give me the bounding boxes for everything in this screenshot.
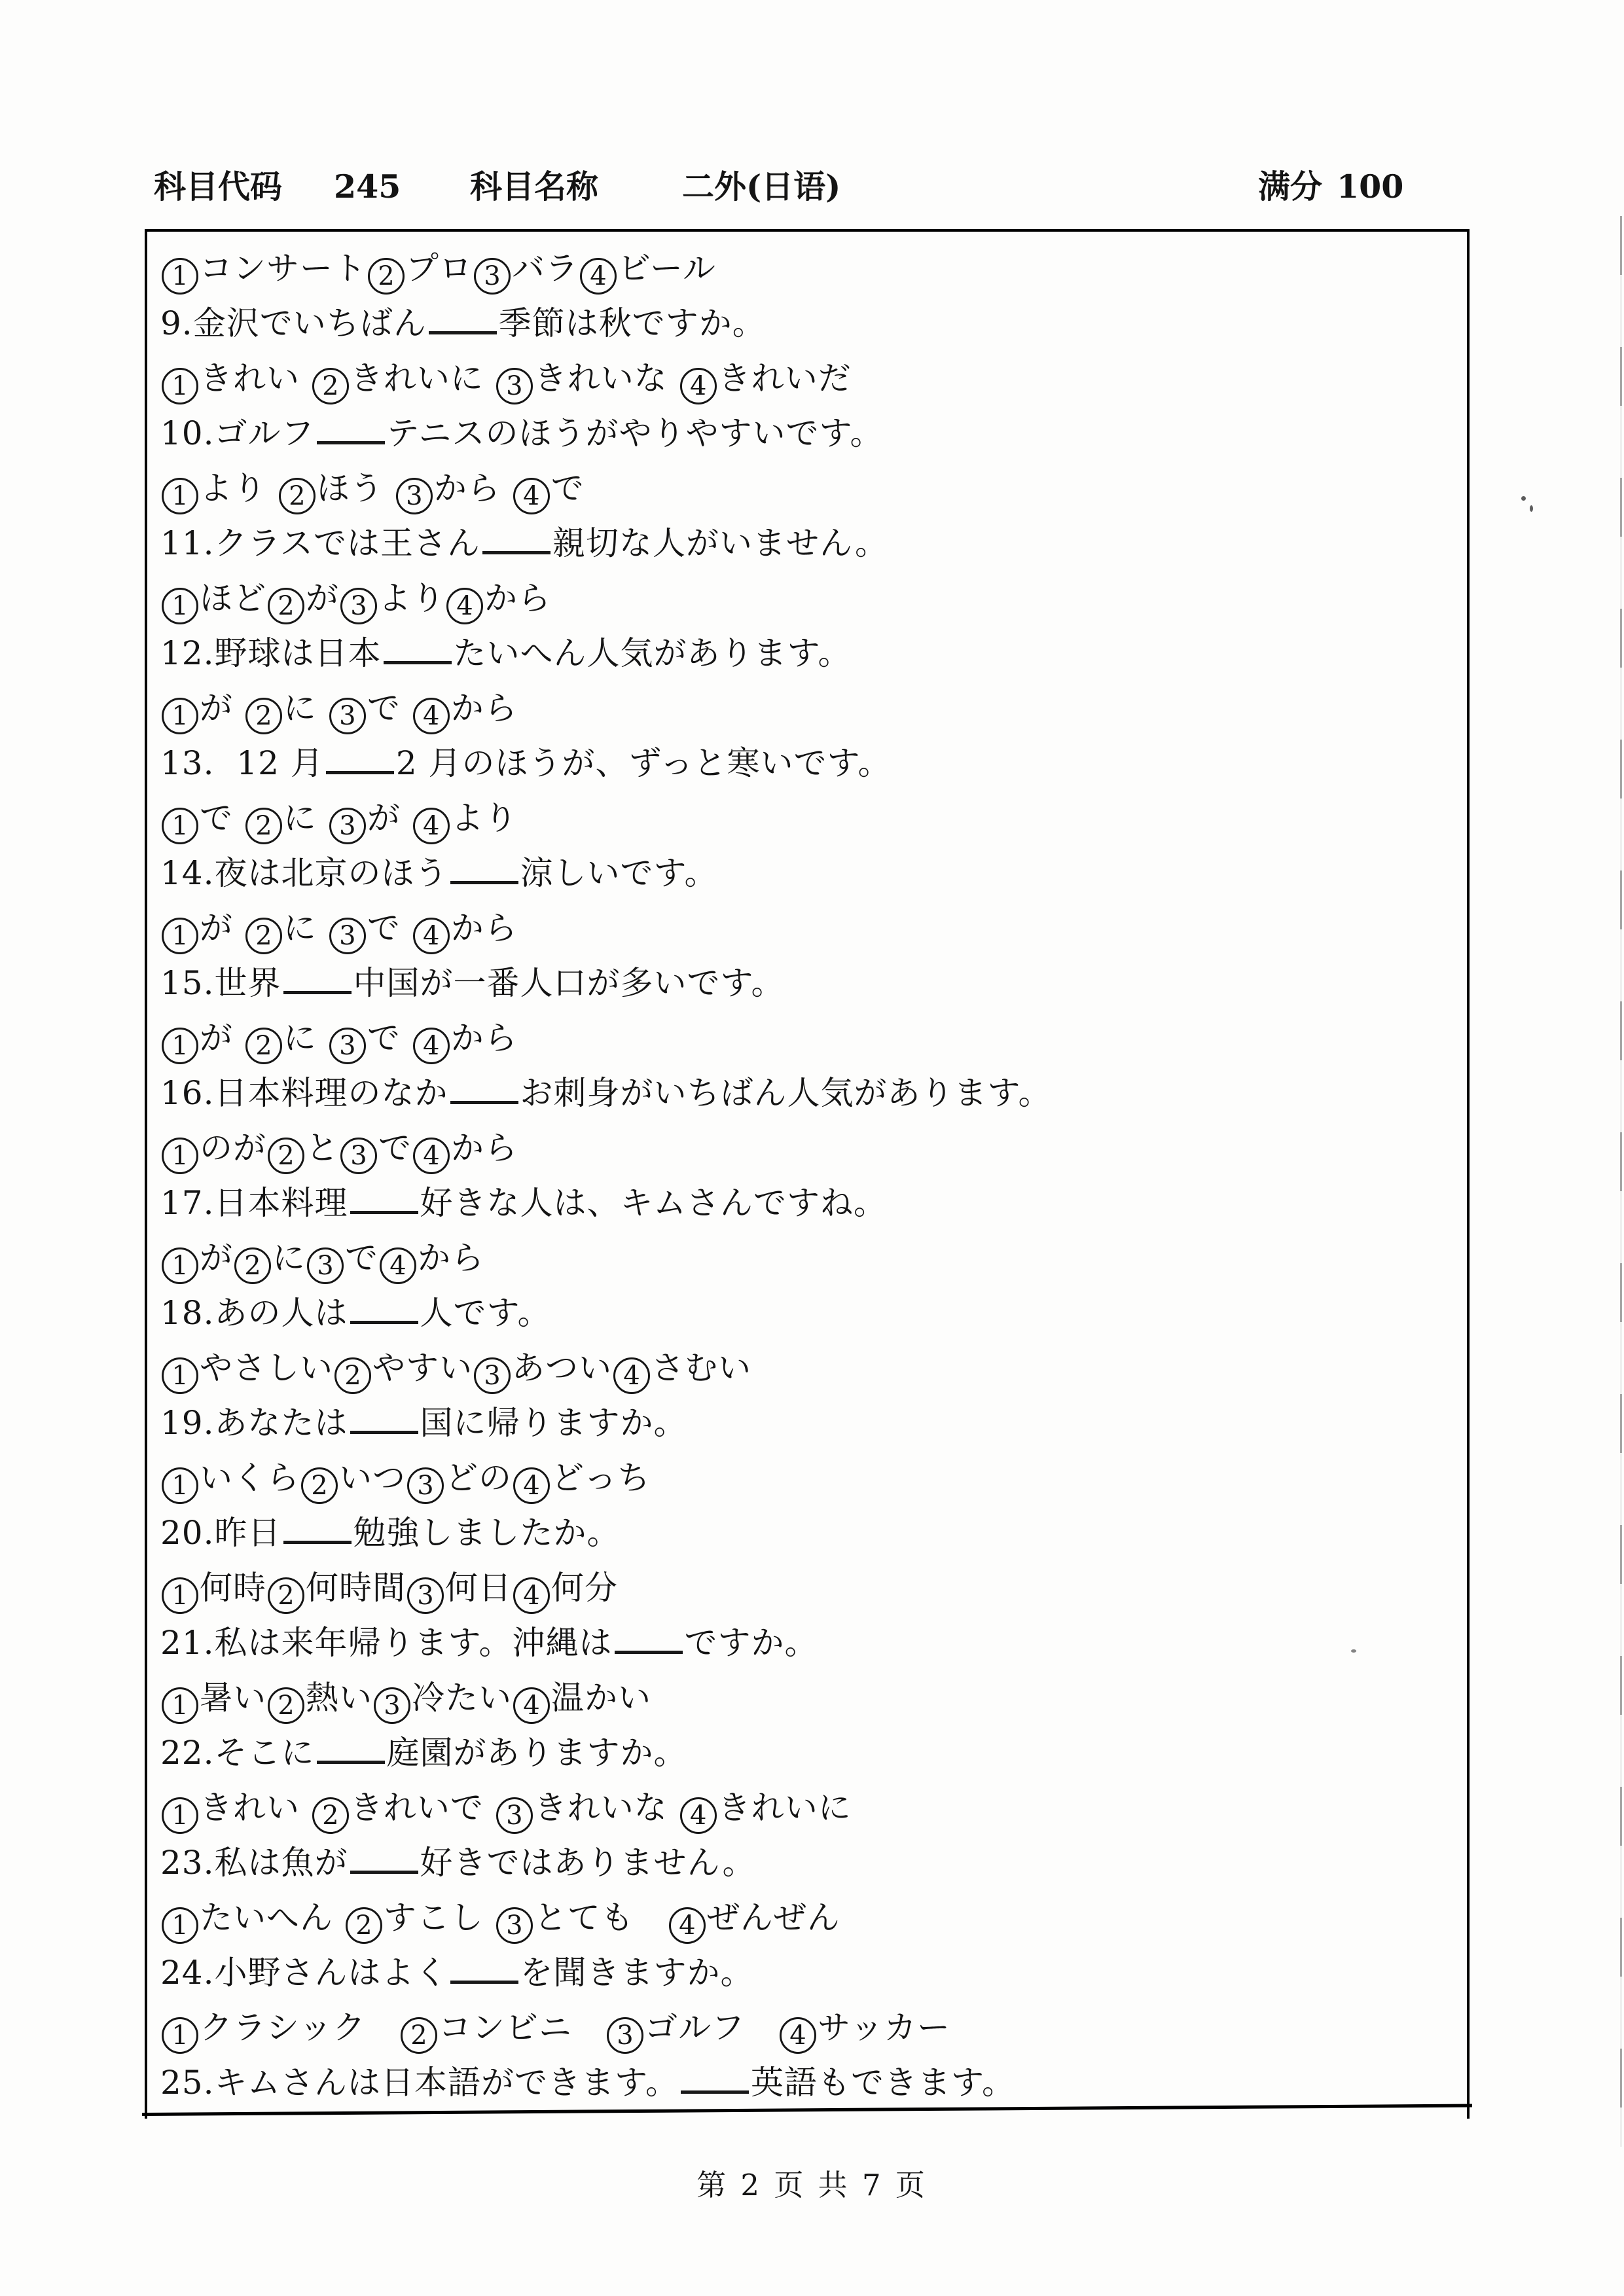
circled-number: 1 (162, 1907, 198, 1944)
scan-speck (1521, 496, 1526, 501)
options-line: 1 が 2 に 3 で 4 から (160, 1230, 1462, 1285)
circled-number: 1 (162, 478, 198, 514)
circled-number: 3 (329, 918, 366, 954)
circled-number: 2 (368, 258, 405, 295)
circled-number: 3 (329, 698, 366, 734)
circled-number: 1 (162, 1687, 198, 1724)
circled-number: 1 (162, 2017, 198, 2054)
circled-number: 2 (245, 1028, 282, 1064)
circled-number: 4 (413, 918, 450, 954)
circled-number: 1 (162, 1577, 198, 1614)
circled-number: 4 (513, 1467, 550, 1504)
options-line: 1 何時 2 何時間 3 何日 4 何分 (160, 1560, 1462, 1615)
circled-number: 4 (780, 2017, 816, 2054)
circled-number: 4 (680, 1797, 717, 1834)
circled-number: 4 (513, 1577, 550, 1614)
circled-number: 2 (268, 588, 304, 624)
answer-blank (681, 2062, 749, 2094)
circled-number: 2 (312, 368, 349, 404)
question-line: 16.日本料理のなか お刺身がいちばん人気があります。 (160, 1066, 1462, 1121)
circled-number: 1 (162, 1247, 198, 1284)
circled-number: 3 (474, 1357, 511, 1394)
question-line: 12.野球は日本 たいへん人気があります。 (160, 626, 1462, 681)
answer-blank (384, 632, 452, 664)
answer-blank (317, 412, 385, 444)
answer-blank (350, 1842, 418, 1874)
circled-number: 2 (245, 808, 282, 844)
subject-code-label: 科目代码 (154, 168, 283, 206)
question-line: 13. 12 月 2 月のほうが、ずっと寒いです。 (160, 736, 1462, 791)
subject-name-label: 科目名称 (470, 168, 599, 206)
circled-number: 4 (413, 1138, 450, 1174)
circled-number: 1 (162, 368, 198, 404)
circled-number: 2 (234, 1247, 271, 1284)
circled-number: 3 (496, 1797, 533, 1834)
page-number: 第 2 页 共 7 页 (696, 2168, 928, 2202)
circled-number: 3 (474, 258, 511, 295)
circled-number: 2 (245, 698, 282, 734)
circled-number: 3 (340, 588, 377, 624)
circled-number: 3 (496, 368, 533, 404)
question-line: 17.日本料理 好きな人は、キムさんですね。 (160, 1175, 1462, 1230)
options-line: 1 クラシック 2 コンビニ 3 ゴルフ 4 サッカー (160, 2000, 1462, 2055)
circled-number: 3 (340, 1138, 377, 1174)
question-line: 23.私は魚が 好きではありません。 (160, 1835, 1462, 1890)
circled-number: 1 (162, 1138, 198, 1174)
circled-number: 2 (312, 1797, 349, 1834)
circled-number: 1 (162, 1797, 198, 1834)
options-line: 1 で 2 に 3 が 4 より (160, 791, 1462, 846)
circled-number: 3 (607, 2017, 643, 2054)
circled-number: 4 (669, 1907, 706, 1944)
circled-number: 3 (329, 1028, 366, 1064)
answer-blank (482, 522, 550, 554)
scan-speck (1351, 1649, 1356, 1653)
options-line: 1 いくら 2 いつ 3 どの 4 どっち (160, 1450, 1462, 1505)
subject-code-value: 245 (334, 168, 401, 206)
answer-blank (350, 1402, 418, 1434)
question-line: 18.あの人は 人です。 (160, 1285, 1462, 1340)
circled-number: 3 (307, 1247, 344, 1284)
question-line: 15.世界 中国が一番人口が多いです。 (160, 956, 1462, 1011)
question-line: 21.私は来年帰ります。沖縄は ですか。 (160, 1615, 1462, 1670)
question-line: 25.キムさんは日本語ができます。 英語もできます。 (160, 2055, 1462, 2110)
answer-blank (450, 1072, 518, 1104)
question-line: 24.小野さんはよく を聞きますか。 (160, 1945, 1462, 2000)
circled-number: 1 (162, 918, 198, 954)
options-line: 1 暑い 2 熱い 3 冷たい 4 温かい (160, 1670, 1462, 1725)
options-line: 1 きれい 2 きれいに 3 きれいな 4 きれいだ (160, 351, 1462, 406)
circled-number: 1 (162, 1467, 198, 1504)
subject-name-value: 二外(日语) (682, 168, 841, 206)
circled-number: 2 (334, 1357, 371, 1394)
answer-blank (429, 302, 497, 334)
question-line: 9.金沢でいちばん 季節は秋ですか。 (160, 296, 1462, 351)
circled-number: 2 (245, 918, 282, 954)
answer-blank (283, 962, 352, 994)
answer-blank (350, 1292, 418, 1324)
circled-number: 2 (401, 2017, 437, 2054)
circled-number: 3 (496, 1907, 533, 1944)
circled-number: 1 (162, 1028, 198, 1064)
circled-number: 4 (413, 808, 450, 844)
circled-number: 1 (162, 698, 198, 734)
question-line: 14.夜は北京のほう 涼しいです。 (160, 846, 1462, 901)
circled-number: 2 (346, 1907, 382, 1944)
circled-number: 3 (329, 808, 366, 844)
options-line: 1 きれい 2 きれいで 3 きれいな 4 きれいに (160, 1780, 1462, 1835)
options-line: 1 が 2 に 3 で 4 から (160, 1011, 1462, 1066)
options-line: 1 コンサート 2 プロ 3 バラ 4 ビール (160, 241, 1462, 296)
circled-number: 2 (268, 1138, 304, 1174)
options-line: 1 たいへん 2 すこし 3 とても 4 ぜんぜん (160, 1890, 1462, 1945)
question-line: 22.そこに 庭園がありますか。 (160, 1725, 1462, 1780)
question-line: 10.ゴルフ テニスのほうがやりやすいです。 (160, 406, 1462, 461)
answer-blank (326, 742, 394, 774)
answer-blank (450, 852, 518, 884)
circled-number: 1 (162, 258, 198, 295)
circled-number: 4 (613, 1357, 650, 1394)
scan-speck (1530, 505, 1533, 512)
answer-blank (283, 1512, 352, 1544)
circled-number: 4 (413, 1028, 450, 1064)
full-score-label: 满分 (1258, 168, 1323, 206)
circled-number: 1 (162, 1357, 198, 1394)
scan-edge-artifact (1620, 216, 1622, 2147)
circled-number: 4 (513, 478, 550, 514)
full-score-value: 100 (1337, 168, 1404, 206)
answer-blank (317, 1732, 385, 1764)
options-line: 1 ほど 2 が 3 より 4 から (160, 571, 1462, 626)
questions-text-block (160, 241, 1462, 2110)
circled-number: 2 (279, 478, 316, 514)
answer-blank (615, 1622, 683, 1654)
circled-number: 4 (380, 1247, 416, 1284)
options-line: 1 より 2 ほう 3 から 4 で (160, 461, 1462, 516)
circled-number: 2 (268, 1577, 304, 1614)
options-line: 1 が 2 に 3 で 4 から (160, 901, 1462, 956)
question-line: 11.クラスでは王さん 親切な人がいません。 (160, 516, 1462, 571)
circled-number: 4 (580, 258, 617, 295)
question-line: 19.あなたは 国に帰りますか。 (160, 1395, 1462, 1450)
circled-number: 3 (374, 1687, 410, 1724)
circled-number: 1 (162, 808, 198, 844)
question-line: 20.昨日 勉強しましたか。 (160, 1505, 1462, 1560)
circled-number: 2 (301, 1467, 338, 1504)
options-line: 1 のが 2 と 3 で 4 から (160, 1121, 1462, 1175)
exam-header (0, 164, 1624, 209)
answer-blank (450, 1952, 518, 1984)
circled-number: 4 (446, 588, 483, 624)
circled-number: 4 (513, 1687, 550, 1724)
questions-border-box (145, 229, 1470, 2119)
circled-number: 3 (396, 478, 433, 514)
circled-number: 2 (268, 1687, 304, 1724)
circled-number: 3 (407, 1467, 444, 1504)
circled-number: 4 (680, 368, 717, 404)
circled-number: 3 (407, 1577, 444, 1614)
options-line: 1 が 2 に 3 で 4 から (160, 681, 1462, 736)
answer-blank (350, 1182, 418, 1214)
circled-number: 1 (162, 588, 198, 624)
options-line: 1 やさしい 2 やすい 3 あつい 4 さむい (160, 1340, 1462, 1395)
circled-number: 4 (413, 698, 450, 734)
